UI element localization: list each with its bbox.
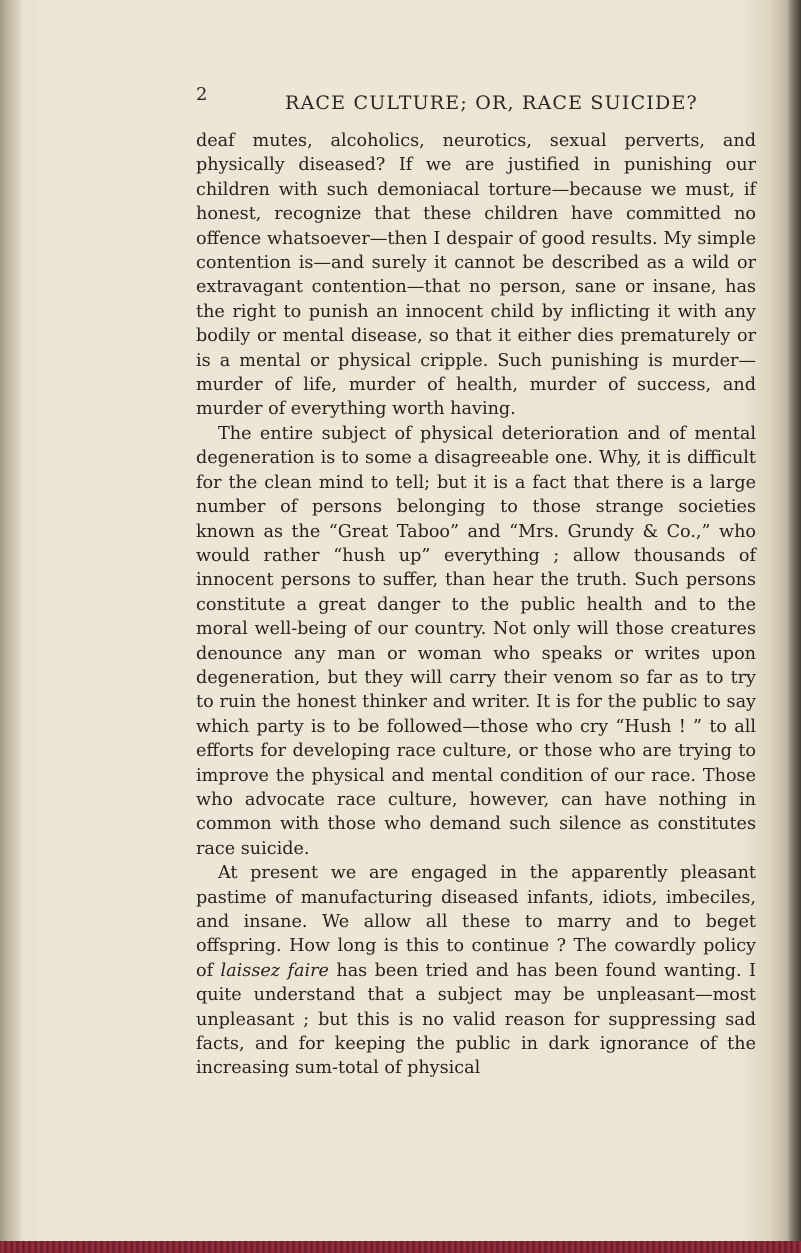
binding-gutter xyxy=(0,0,22,1253)
paragraph-text: has been tried and has been found wanting. I quite understand that a subject may be unpleasant—most unpleasant ; but this is no valid reason for suppressing sad facts, and for keeping the public in dark ignorance of the increasing sum-total of physical xyxy=(196,960,756,1079)
running-head: RACE CULTURE; OR, RACE SUICIDE? xyxy=(285,92,698,114)
page-edge-shadow xyxy=(787,0,801,1253)
paragraph xyxy=(196,861,756,1081)
paragraph: The entire subject of physical deterioration and of mental degeneration is to some a disagreeable one. Why, it is difficult for the clean mind to tell; but it is a fact that there is a large number of persons belonging to those strange societies known as the “Great Taboo” and “Mrs. Grundy & Co.,” who would rather “hush up” everything ; allow thousands of innocent persons to suffer, than hear the truth. Such persons constitute a great danger to the public health and to the moral well-being of our country. Not only will those creatures denounce any man or woman who speaks or writes upon degeneration, but they will carry their venom so far as to try to ruin the honest thinker and writer. It is for the public to say which party is to be followed—those who cry “Hush ! ” to all efforts for developing race culture, or those who are trying to improve the physical and mental condition of our race. Those who advocate race culture, however, can have nothing in common with those who demand such silence as constitutes race suicide. xyxy=(196,423,756,859)
paragraph-text: At present we are engaged in the apparently pleasant pastime of manufacturing diseased infants, idiots, imbeciles, and insane. We allow all these to marry and to beget offspring. How long is this to continue ? The cowardly policy of xyxy=(196,863,756,981)
page-number: 2 xyxy=(196,84,208,105)
italic-phrase: laissez faire xyxy=(220,960,329,981)
binding-cloth-strip xyxy=(0,1241,801,1253)
paragraph: deaf mutes, alcoholics, neurotics, sexual perverts, and physically diseased? If we are justified in punishing our children with such demoniacal torture—because we must, if honest, recognize that these children have committed no offence whatsoever—then I despair of good results. My simple contention is—and surely it cannot be described as a wild or extravagant contention—that no person, sane or insane, has the right to punish an innocent child by inflicting it with any bodily or mental disease, so that it either dies prematurely or is a mental or physical cripple. Such punishing is murder—murder of life, murder of health, murder of success, and murder of everything worth having. xyxy=(196,131,756,420)
body-text xyxy=(196,129,756,1081)
